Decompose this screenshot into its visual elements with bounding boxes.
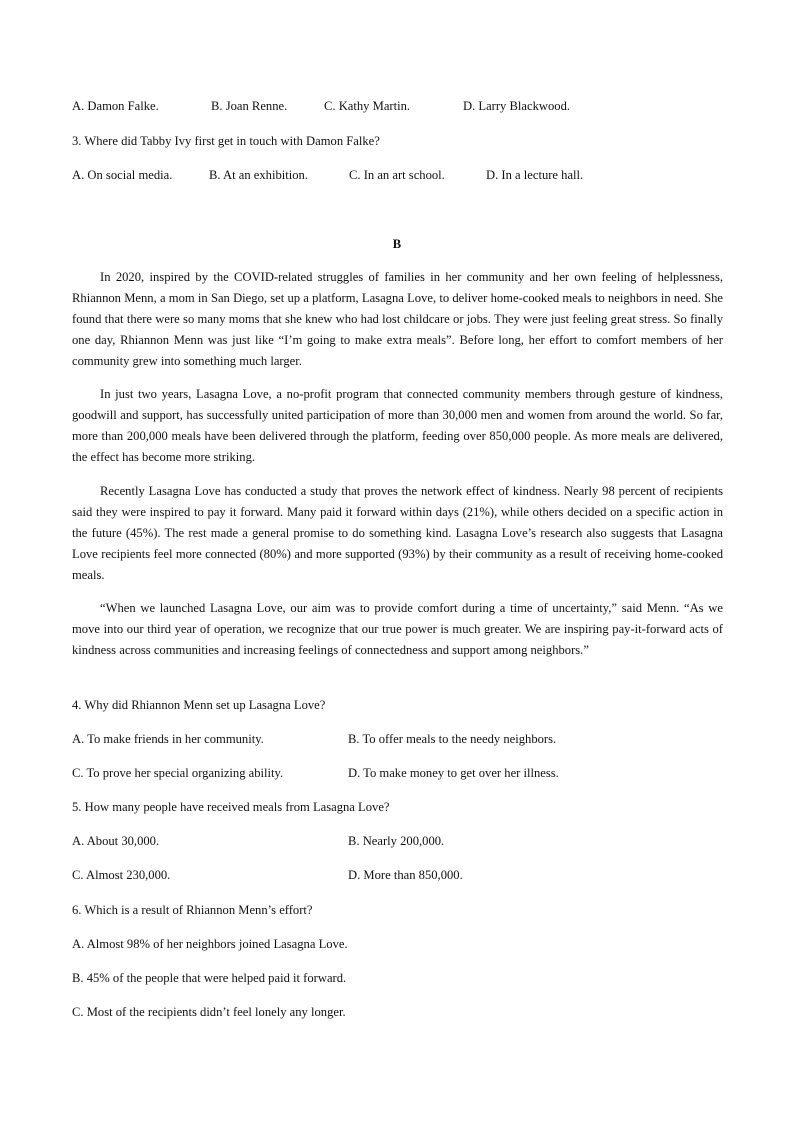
- q3-option-d: D. In a lecture hall.: [486, 168, 584, 182]
- q3-option-c: C. In an art school.: [349, 168, 445, 182]
- q2-option-b: B. Joan Renne.: [211, 99, 288, 113]
- passage-paragraph-4: “When we launched Lasagna Love, our aim was to provide comfort during a time of uncertainty,” said Menn. “As we move into our third year of operation, we recognize that our true power is much greater. We are inspiring pay-it-forward acts of kindness across communities and increasing feelings of connectedness and support among neighbors.”: [72, 601, 723, 657]
- section-heading: B: [392, 237, 402, 251]
- q2-option-d: D. Larry Blackwood.: [463, 99, 571, 113]
- q2-option-c: C. Kathy Martin.: [324, 99, 411, 113]
- q5-option-b: B. Nearly 200,000.: [348, 834, 445, 848]
- q6-option-c: C. Most of the recipients didn’t feel lonely any longer.: [72, 1005, 346, 1019]
- q3-question: 3. Where did Tabby Ivy first get in touch with Damon Falke?: [72, 134, 380, 148]
- q5-question: 5. How many people have received meals from Lasagna Love?: [72, 800, 390, 814]
- q6-question: 6. Which is a result of Rhiannon Menn’s effort?: [72, 903, 313, 917]
- q5-option-c: C. Almost 230,000.: [72, 868, 171, 882]
- q5-option-d: D. More than 850,000.: [348, 868, 463, 882]
- q4-option-d: D. To make money to get over her illness.: [348, 766, 559, 780]
- q3-option-a: A. On social media.: [72, 168, 173, 182]
- passage-paragraph-1: In 2020, inspired by the COVID-related struggles of families in her community and her own feeling of helplessness, Rhiannon Menn, a mom in San Diego, set up a platform, Lasagna Love, to deliver home-cooked meals to neighbors in need. She found that there were so many moms that she knew who had lost childcare or jobs. They were just feeling great stress. So finally one day, Rhiannon Menn was just like “I’m going to make extra meals”. Before long, her effort to comfort members of her community grew into something much larger.: [72, 270, 723, 368]
- q6-option-b: B. 45% of the people that were helped paid it forward.: [72, 971, 347, 985]
- q4-option-a: A. To make friends in her community.: [72, 732, 264, 746]
- passage-paragraph-2: In just two years, Lasagna Love, a no-profit program that connected community members through gesture of kindness, goodwill and support, has successfully united participation of more than 30,000 men and women from around the world. So far, more than 200,000 meals have been delivered through the platform, feeding over 850,000 people. As more meals are delivered, the effect has become more striking.: [72, 387, 723, 464]
- q6-option-a: A. Almost 98% of her neighbors joined Lasagna Love.: [72, 937, 348, 951]
- q4-option-c: C. To prove her special organizing ability.: [72, 766, 284, 780]
- q2-option-a: A. Damon Falke.: [72, 99, 159, 113]
- q4-option-b: B. To offer meals to the needy neighbors.: [348, 732, 557, 746]
- q3-option-b: B. At an exhibition.: [209, 168, 308, 182]
- passage-paragraph-3: Recently Lasagna Love has conducted a study that proves the network effect of kindness. Nearly 98 percent of recipients said they were inspired to pay it forward. Many paid it forward within days (21%), while others decided on a specific action in the future (45%). The rest made a general promise to do something kind. Lasagna Love’s research also suggests that Lasagna Love recipients feel more connected (80%) and more supported (93%) by their community as a result of receiving home-cooked meals.: [72, 484, 723, 582]
- q4-question: 4. Why did Rhiannon Menn set up Lasagna Love?: [72, 698, 326, 712]
- q5-option-a: A. About 30,000.: [72, 834, 160, 848]
